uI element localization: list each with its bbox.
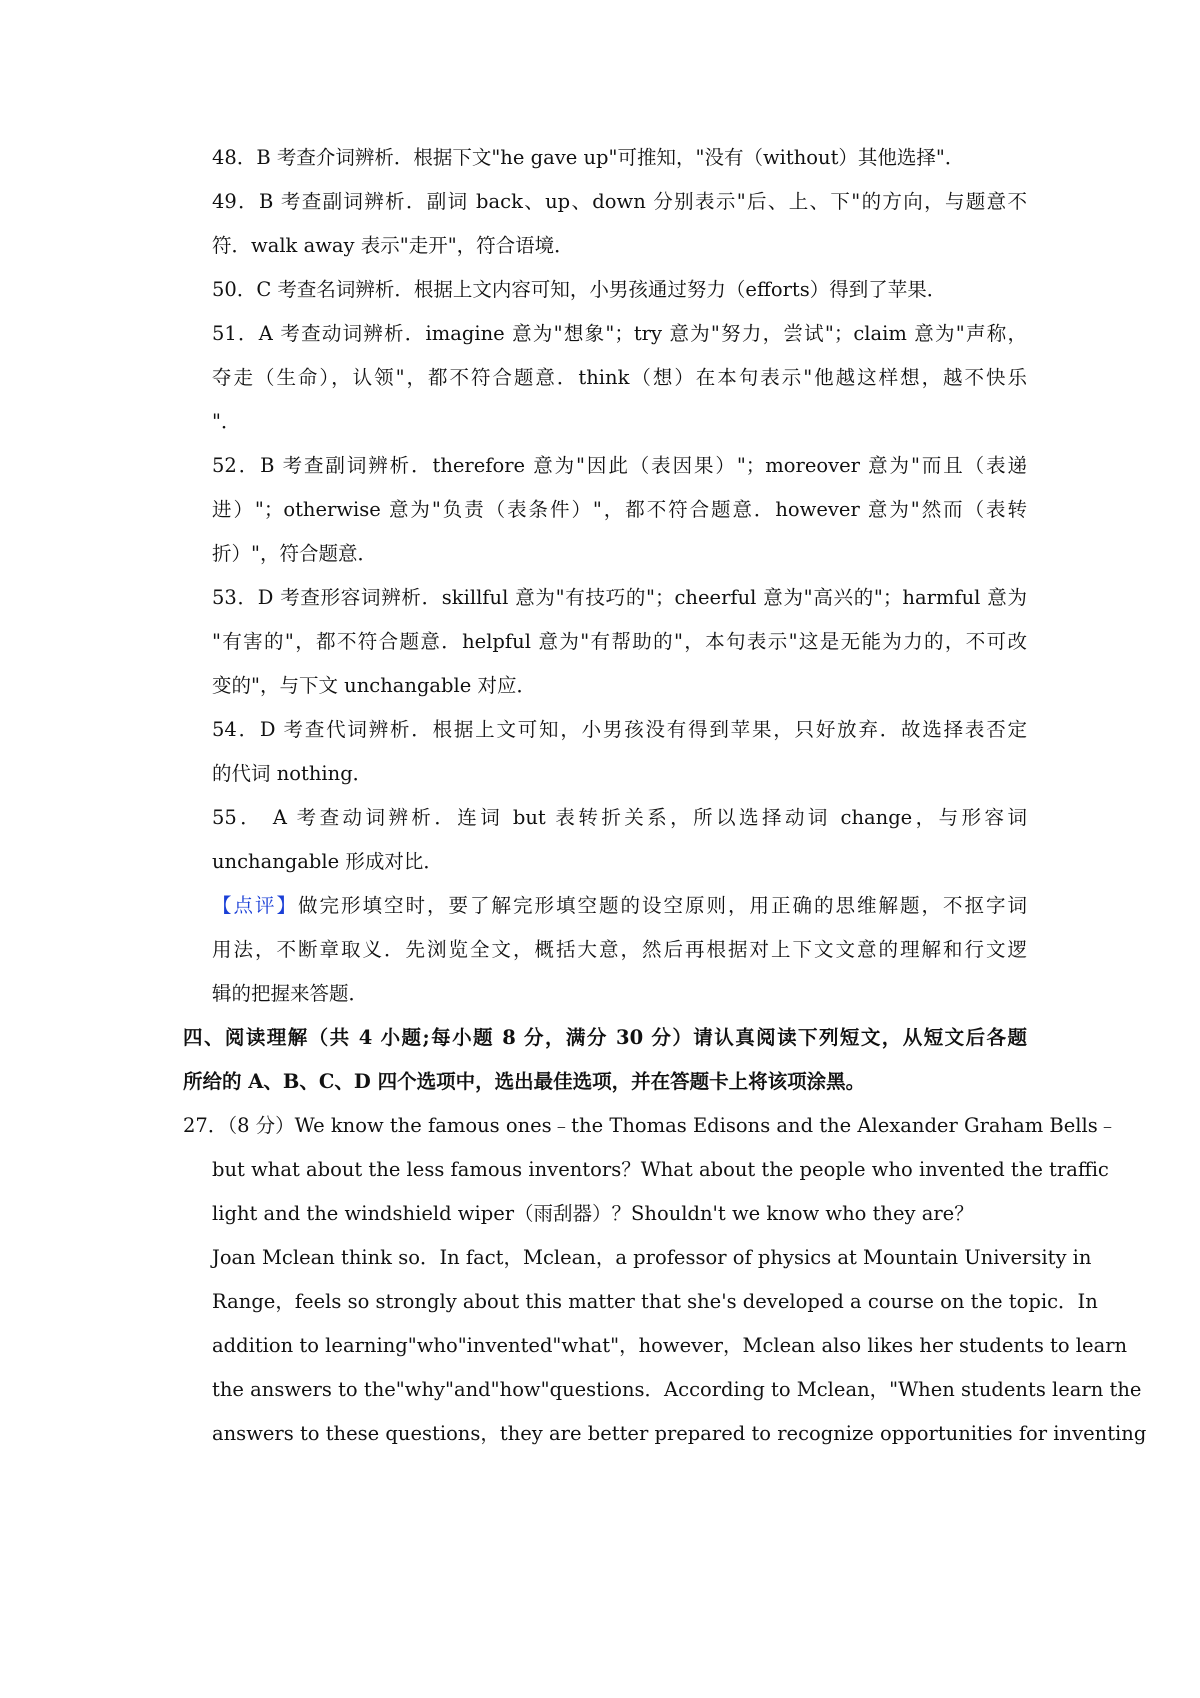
comment-line-2: 用法，不断章取义．先浏览全文，概括大意，然后再根据对上下文文意的理解和行文逻 xyxy=(212,938,1027,961)
answer-52-line-2: 进）"；otherwise 意为"负责（表条件）"，都不符合题意．however 意为"然而（表转 xyxy=(212,498,1027,521)
section-heading-line-1: 四、阅读理解（共 4 小题;每小题 8 分，满分 30 分）请认真阅读下列短文，从短文后各题 xyxy=(183,1026,1027,1049)
answer-54-line-1: 54．D 考查代词辨析．根据上文可知，小男孩没有得到苹果，只好放弃．故选择表否定 xyxy=(212,718,1027,741)
question-27-line-6: addition to learning"who"invented"what"，however，Mclean also likes her students to learn xyxy=(212,1334,1128,1357)
comment-line-3: 辑的把握来答题． xyxy=(212,982,369,1005)
answer-49-line-1: 49．B 考查副词辨析．副词 back、up、down 分别表示"后、上、下"的方向，与题意不 xyxy=(212,190,1027,213)
answer-49-line-2: 符．walk away 表示"走开"，符合语境． xyxy=(212,234,574,257)
answer-51-line-2: 夺走（生命），认领"，都不符合题意．think（想）在本句表示"他越这样想，越不快乐 xyxy=(212,366,1027,389)
answer-50-line-1: 50．C 考查名词辨析．根据上文内容可知，小男孩通过努力（efforts）得到了苹果． xyxy=(212,278,947,301)
comment-tag: 【点评】 xyxy=(212,894,298,917)
answer-53-line-1: 53．D 考查形容词辨析．skillful 意为"有技巧的"；cheerful 意为"高兴的"；harmful 意为 xyxy=(212,586,1027,609)
comment-line-1 xyxy=(212,894,1027,918)
question-27-line-5: Range，feels so strongly about this matter that she's developed a course on the topic．In xyxy=(212,1290,1098,1313)
answer-52-line-3: 折）"，符合题意． xyxy=(212,542,377,565)
answer-51-line-1: 51．A 考查动词辨析．imagine 意为"想象"；try 意为"努力，尝试"；claim 意为"声称， xyxy=(212,322,1027,345)
question-27-line-7: the answers to the"why"and"how"questions．According to Mclean，"When students learn the xyxy=(212,1378,1142,1401)
comment-text-1: 做完形填空时，要了解完形填空题的设空原则，用正确的思维解题，不抠字词 xyxy=(298,894,1027,917)
section-heading-line-2: 所给的 A、B、C、D 四个选项中，选出最佳选项，并在答题卡上将该项涂黑。 xyxy=(183,1070,866,1093)
answer-53-line-2: "有害的"，都不符合题意．helpful 意为"有帮助的"，本句表示"这是无能为力的，不可改 xyxy=(212,630,1027,653)
question-27-line-1: 27．（8 分）We know the famous ones﹣the Thomas Edisons and the Alexander Graham Bells﹣ xyxy=(183,1114,1118,1137)
answer-51-line-3: "． xyxy=(212,410,241,433)
answer-53-line-3: 变的"，与下文 unchangable 对应． xyxy=(212,674,537,697)
question-27-line-2: but what about the less famous inventors？What about the people who invented the traffic xyxy=(212,1158,1109,1181)
answer-54-line-2: 的代词 nothing． xyxy=(212,762,373,785)
answer-52-line-1: 52．B 考查副词辨析．therefore 意为"因此（表因果）"；moreover 意为"而且（表递 xyxy=(212,454,1027,477)
question-27-line-4: Joan Mclean think so．In fact，Mclean，a professor of physics at Mountain University in xyxy=(212,1246,1092,1269)
answer-48-line-1: 48．B 考查介词辨析．根据下文"he gave up"可推知，"没有（without）其他选择"． xyxy=(212,146,965,169)
answer-55-line-1: 55． A 考查动词辨析．连词 but 表转折关系，所以选择动词 change，与形容词 xyxy=(212,806,1027,829)
question-27-line-8: answers to these questions，they are better prepared to recognize opportunities for inventing xyxy=(212,1422,1147,1445)
answer-55-line-2: unchangable 形成对比． xyxy=(212,850,443,873)
question-27-line-3: light and the windshield wiper（雨刮器）？Shouldn't we know who they are？ xyxy=(212,1202,974,1225)
